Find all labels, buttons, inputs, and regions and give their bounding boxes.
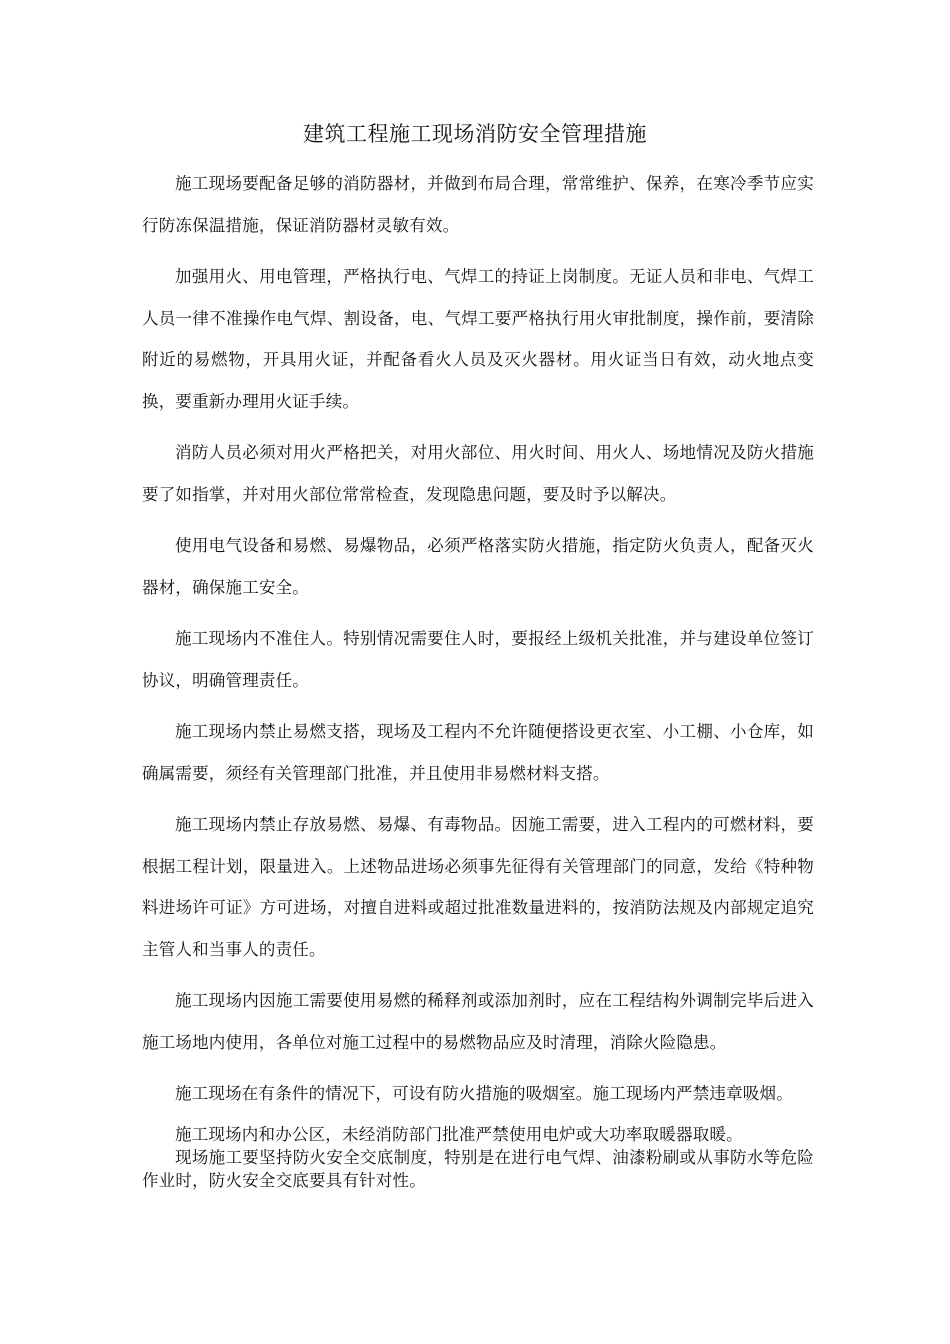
paragraph-electrical-equipment: 使用电气设备和易燃、易爆物品，必须严格落实防火措施，指定防火负责人，配备灭火器材，确保施工安全。 — [142, 536, 814, 597]
document-tail — [142, 1123, 814, 1192]
paragraph-heating-ban: 施工现场内和办公区，未经消防部门批准严禁使用电炉或大功率取暖器取暖。 — [175, 1125, 743, 1144]
paragraph-no-flammable-structures: 施工现场内禁止易燃支搭，现场及工程内不允许随便搭设更衣室、小工棚、小仓库，如确属需要，须经有关管理部门批准，并且使用非易燃材料支搭。 — [142, 722, 814, 783]
document-body — [142, 163, 814, 1125]
paragraph-no-residence: 施工现场内不准住人。特别情况需要住人时，要报经上级机关批准，并与建设单位签订协议，明确管理责任。 — [142, 629, 814, 690]
paragraph-fire-control-staff: 消防人员必须对用火严格把关，对用火部位、用火时间、用火人、场地情况及防火措施要了如指掌，并对用火部位常常检查，发现隐患问题，要及时予以解决。 — [142, 443, 814, 504]
paragraph-hazardous-materials: 施工现场内禁止存放易燃、易爆、有毒物品。因施工需要，进入工程内的可燃材料，要根据工程计划，限量进入。上述物品进场必须事先征得有关管理部门的同意，发给《特种物料进场许可证》方可进场，对擅自进料或超过批准数量进料的，按消防法规及内部规定追究主管人和当事人的责任。 — [142, 815, 814, 959]
paragraph-smoking-room: 施工现场在有条件的情况下，可设有防火措施的吸烟室。施工现场内严禁违章吸烟。 — [175, 1084, 793, 1103]
paragraph-fire-use-management: 加强用火、用电管理，严格执行电、气焊工的持证上岗制度。无证人员和非电、气焊工人员一律不准操作电气焊、割设备，电、气焊工要严格执行用火审批制度，操作前，要清除附近的易燃物，开具用火证，并配备看火人员及灭火器材。用火证当日有效，动火地点变换，要重新办理用火证手续。 — [142, 267, 814, 411]
paragraph-safety-briefing: 现场施工要坚持防火安全交底制度，特别是在进行电气焊、油漆粉刷或从事防水等危险作业时，防火安全交底要具有针对性。 — [142, 1148, 814, 1190]
document-title: 建筑工程施工现场消防安全管理措施 — [303, 122, 647, 146]
paragraph-thinners-additives: 施工现场内因施工需要使用易燃的稀释剂或添加剂时，应在工程结构外调制完毕后进入施工场地内使用，各单位对施工过程中的易燃物品应及时清理，消除火险隐患。 — [142, 991, 814, 1052]
paragraph-fire-equipment: 施工现场要配备足够的消防器材，并做到布局合理，常常维护、保养，在寒冷季节应实行防冻保温措施，保证消防器材灵敏有效。 — [142, 174, 814, 235]
